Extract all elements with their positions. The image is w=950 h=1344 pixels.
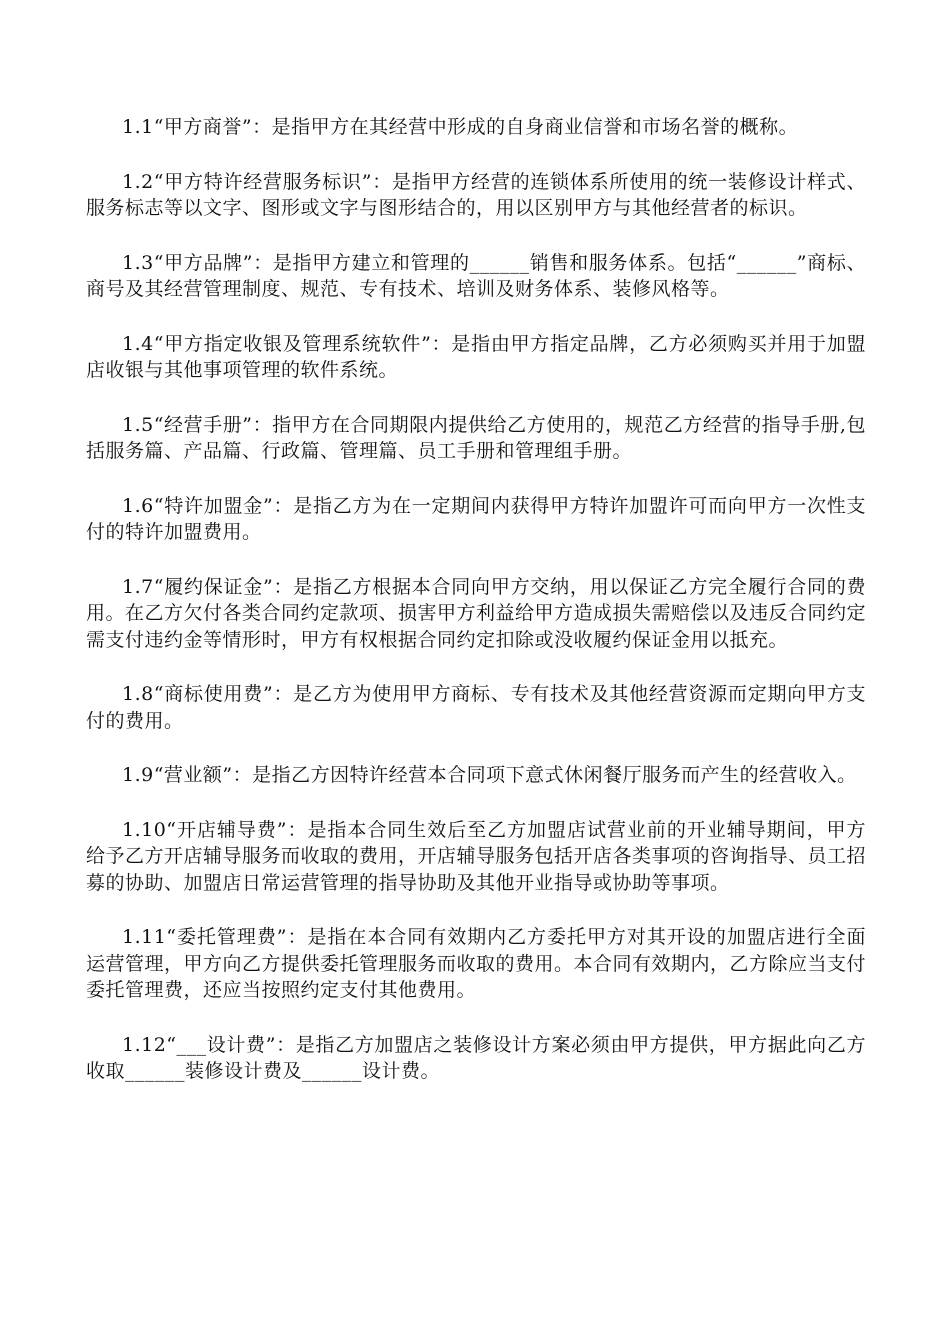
clause-1-2: 1.2“甲方特许经营服务标识”：是指甲方经营的连锁体系所使用的统一装修设计样式、服务标志等以文字、图形或文字与图形结合的，用以区别甲方与其他经营者的标识。 [86,170,866,219]
clause-1-3: 1.3“甲方品牌”：是指甲方建立和管理的______销售和服务体系。包括“______”商标、商号及其经营管理制度、规范、专有技术、培训及财务体系、装修风格等。 [86,251,866,300]
document-body [86,114,866,1113]
clause-1-10: 1.10“开店辅导费”：是指本合同生效后至乙方加盟店试营业前的开业辅导期间，甲方给予乙方开店辅导服务而收取的费用，开店辅导服务包括开店各类事项的咨询指导、员工招募的协助、加盟店日常运营管理的指导协助及其他开业指导或协助等事项。 [86,818,867,894]
clause-1-6: 1.6“特许加盟金”：是指乙方为在一定期间内获得甲方特许加盟许可而向甲方一次性支付的特许加盟费用。 [86,494,866,543]
clause-1-9: 1.9“营业额”：是指乙方因特许经营本合同项下意式休闲餐厅服务而产生的经营收入。 [122,764,857,786]
clause-1-8: 1.8“商标使用费”：是乙方为使用甲方商标、专有技术及其他经营资源而定期向甲方支付的费用。 [86,683,866,732]
clause-1-4: 1.4“甲方指定收银及管理系统软件”：是指由甲方指定品牌，乙方必须购买并用于加盟店收银与其他事项管理的软件系统。 [86,332,866,381]
clause-1-7: 1.7“履约保证金”：是指乙方根据本合同向甲方交纳，用以保证乙方完全履行合同的费用。在乙方欠付各类合同约定款项、损害甲方利益给甲方造成损失需赔偿以及违反合同约定需支付违约金等情形时，甲方有权根据合同约定扣除或没收履约保证金用以抵充。 [86,575,867,651]
clause-1-1: 1.1“甲方商誉”：是指甲方在其经营中形成的自身商业信誉和市场名誉的概称。 [122,116,799,138]
clause-1-11: 1.11“委托管理费”：是指在本合同有效期内乙方委托甲方对其开设的加盟店进行全面运营管理，甲方向乙方提供委托管理服务而收取的费用。本合同有效期内，乙方除应当支付委托管理费，还应当按照约定支付其他费用。 [86,926,867,1001]
clause-1-5: 1.5“经营手册”：指甲方在合同期限内提供给乙方使用的，规范乙方经营的指导手册,包括服务篇、产品篇、行政篇、管理篇、员工手册和管理组手册。 [86,413,866,462]
clause-1-12: 1.12“___设计费”：是指乙方加盟店之装修设计方案必须由甲方提供，甲方据此向乙方收取______装修设计费及______设计费。 [86,1033,866,1082]
